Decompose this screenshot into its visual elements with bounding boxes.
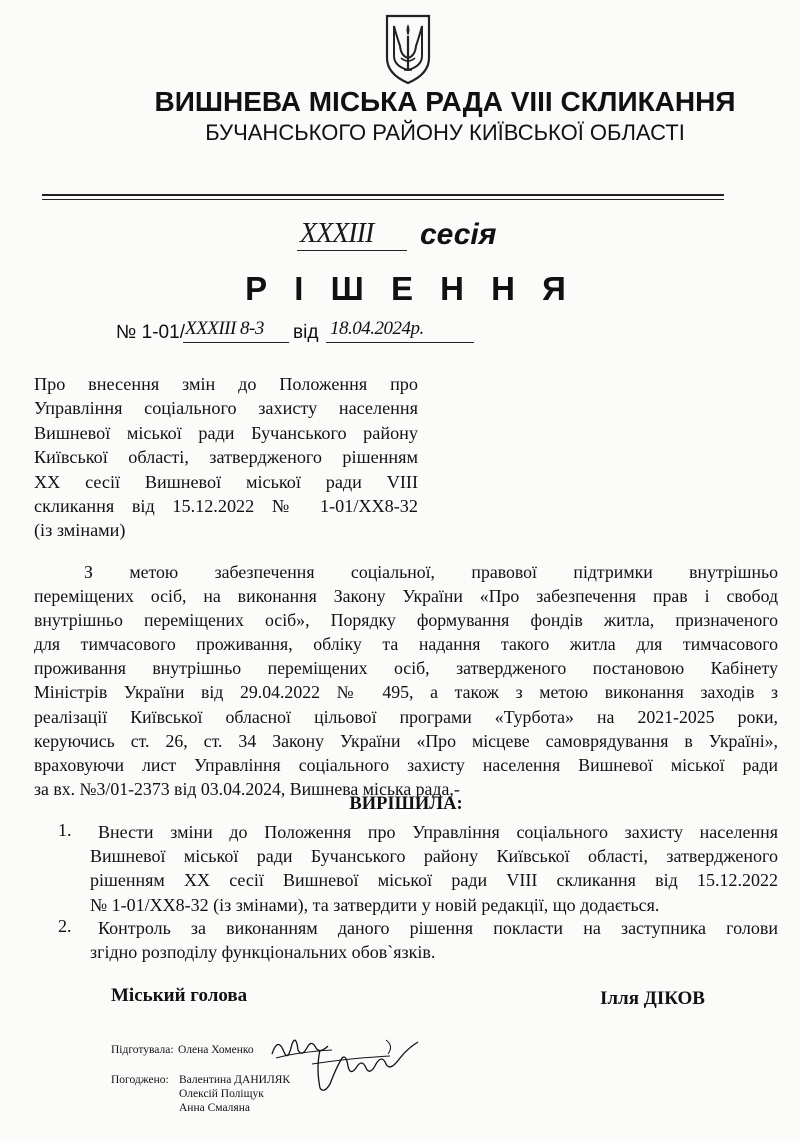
subject-line: Управління соціального захисту населення xyxy=(34,398,418,419)
decision-subject xyxy=(34,372,418,543)
decision-date-handwritten: 18.04.2024р. xyxy=(330,318,424,339)
item-line: рішенням XX сесії Вишневої міської ради VIII скликання від 15.12.2022 xyxy=(90,870,778,891)
preamble-line: З метою забезпечення соціальної, правової підтримки внутрішньо xyxy=(84,562,778,582)
preamble-line: керуючись ст. 26, ст. 34 Закону України «Про місцеве самоврядування в Україні», xyxy=(34,730,778,751)
agreed-by-1: Валентина ДАНИЛЯК xyxy=(179,1074,291,1086)
preamble-line: внутрішньо переміщених осіб», Порядку формування фондів житла, призначеного xyxy=(34,610,778,631)
agreed-label: Погоджено: xyxy=(111,1074,169,1086)
trident-icon xyxy=(383,12,433,86)
subject-line: Про внесення змін до Положення про xyxy=(34,374,418,394)
header-divider-thin xyxy=(42,199,724,200)
district-subtitle: БУЧАНСЬКОГО РАЙОНУ КИЇВСЬКОЇ ОБЛАСТІ xyxy=(205,120,685,145)
decision-item-2 xyxy=(90,916,778,964)
mayor-title: Міський голова xyxy=(111,985,248,1006)
prepared-label: Підготувала: xyxy=(111,1044,174,1056)
handwritten-signature-2 xyxy=(290,1028,430,1098)
item-line: згідно розподілу функціональних обов`язків. xyxy=(90,942,436,963)
council-title: ВИШНЕВА МІСЬКА РАДА VIII СКЛИКАННЯ xyxy=(154,86,736,117)
item-number: 2. xyxy=(58,916,72,936)
decision-item-1 xyxy=(90,820,778,917)
resolved-heading: ВИРІШИЛА: xyxy=(349,794,463,814)
item-line: Внести зміни до Положення про Управління соціального захисту населення xyxy=(98,822,778,842)
decision-date-prefix: від xyxy=(293,322,319,343)
decision-number-handwritten: XXXIII 8-3 xyxy=(185,318,264,339)
preamble-line: враховуючи лист Управління соціального захисту населення Вишневої міської ради xyxy=(34,754,778,775)
prepared-by: Олена Хоменко xyxy=(178,1044,254,1056)
session-label: сесія xyxy=(420,218,497,251)
preamble-line: проживання внутрішньо переміщених осіб, затвердженого постановою Кабінету xyxy=(34,658,778,679)
preamble-line: реалізації Київської обласної цільової програми «Турбота» на 2021-2025 роки, xyxy=(34,706,778,727)
subject-line: скликання від 15.12.2022 № 1-01/XX8-32 xyxy=(34,496,418,517)
decision-title: Р І Ш Е Н Н Я xyxy=(245,270,575,307)
subject-line: XX сесії Вишневої міської ради VIII xyxy=(34,471,418,492)
decision-number-prefix: № 1-01/ xyxy=(116,322,185,343)
preamble-line: для тимчасового проживання, обліку та надання такого житла для тимчасового xyxy=(34,634,778,655)
session-number-handwritten: XXXIII xyxy=(300,218,374,249)
preamble-line: за вх. №3/01-2373 від 03.04.2024, Вишнева міська рада,- xyxy=(34,778,460,799)
subject-line: (із змінами) xyxy=(34,520,126,541)
mayor-name: Ілля ДІКОВ xyxy=(600,988,705,1009)
preamble-line: переміщених осіб, на виконання Закону України «Про забезпечення прав і свобод xyxy=(34,586,778,607)
subject-line: Київської області, затвердженого рішенням xyxy=(34,447,418,468)
item-number: 1. xyxy=(58,820,72,840)
agreed-by-2: Олексій Поліщук xyxy=(179,1088,264,1100)
item-line: Контроль за виконанням даного рішення покласти на заступника голови xyxy=(98,918,778,938)
item-line: Вишневої міської ради Бучанського району Київської області, затвердженого xyxy=(90,846,778,867)
header-divider xyxy=(42,194,724,196)
preamble-paragraph xyxy=(34,560,778,801)
agreed-by-3: Анна Смаляна xyxy=(179,1102,250,1114)
preamble-line: Міністрів України від 29.04.2022 № 495, а також з метою виконання заходів з xyxy=(34,682,778,703)
subject-line: Вишневої міської ради Бучанського району xyxy=(34,422,418,443)
item-line: № 1-01/XX8-32 (із змінами), та затвердити у новій редакції, що додається. xyxy=(90,894,660,915)
